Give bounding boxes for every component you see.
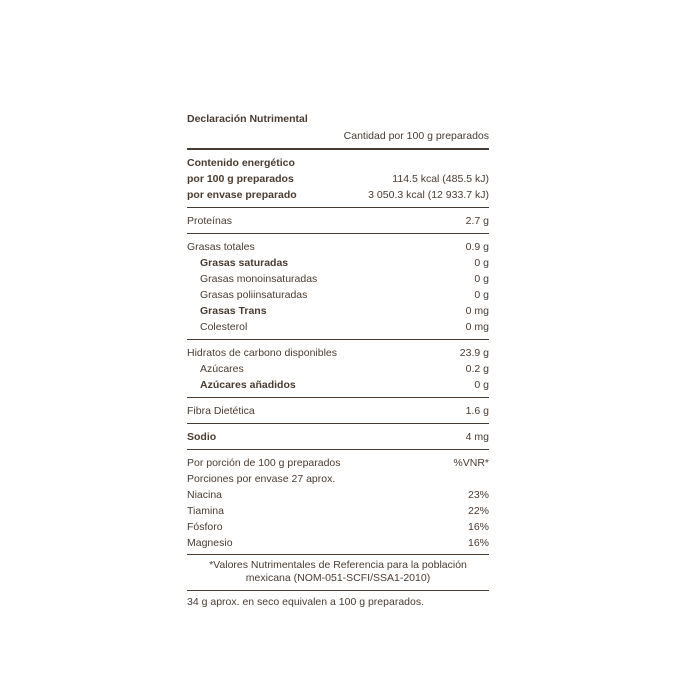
vitamin-value: 16% bbox=[467, 537, 489, 549]
vnr-footnote bbox=[187, 555, 489, 591]
cholesterol-row bbox=[187, 319, 489, 335]
fiber-label: Fibra Dietética bbox=[187, 405, 255, 417]
fat-total-value: 0.9 g bbox=[465, 241, 489, 253]
energy-per100-label: por 100 g preparados bbox=[187, 173, 294, 185]
fiber-value: 1.6 g bbox=[465, 405, 489, 417]
vitamin-value: 16% bbox=[467, 521, 489, 533]
vitamin-label: Fósforo bbox=[187, 521, 223, 533]
energy-perpack-label: por envase preparado bbox=[187, 189, 297, 201]
nutrition-title: Declaración Nutrimental bbox=[187, 113, 308, 125]
cholesterol-label: Colesterol bbox=[200, 321, 248, 333]
serving-header: Cantidad por 100 g preparados bbox=[343, 130, 489, 142]
footnote-line: *Valores Nutrimentales de Referencia para la población bbox=[209, 559, 467, 571]
vitamin-row bbox=[187, 487, 489, 503]
vitamin-row bbox=[187, 519, 489, 535]
servings-label: Porciones por envase 27 aprox. bbox=[187, 473, 336, 485]
energy-heading: Contenido energético bbox=[187, 157, 295, 169]
fat-saturated-value: 0 g bbox=[474, 257, 489, 269]
nutrition-facts-panel bbox=[187, 110, 489, 609]
carbs-total-label: Hidratos de carbono disponibles bbox=[187, 347, 338, 359]
energy-per100-value: 114.5 kcal (485.5 kJ) bbox=[392, 173, 489, 185]
energy-perpack-value: 3 050.3 kcal (12 933.7 kJ) bbox=[368, 189, 489, 201]
fat-saturated-row bbox=[187, 255, 489, 271]
sugars-value: 0.2 g bbox=[465, 363, 489, 375]
fat-mono-row bbox=[187, 271, 489, 287]
carbs-total-value: 23.9 g bbox=[459, 347, 489, 359]
vitamin-row bbox=[187, 535, 489, 551]
energy-heading-row bbox=[187, 155, 489, 171]
sodium-label: Sodio bbox=[187, 431, 217, 443]
fat-total-label: Grasas totales bbox=[187, 241, 255, 253]
energy-per100-row bbox=[187, 171, 489, 187]
protein-row bbox=[187, 213, 489, 229]
servings-row bbox=[187, 471, 489, 487]
protein-value: 2.7 g bbox=[465, 215, 489, 227]
energy-perpack-row bbox=[187, 187, 489, 203]
carbs-total-row bbox=[187, 345, 489, 361]
added-sugars-row bbox=[187, 377, 489, 393]
protein-label: Proteínas bbox=[187, 215, 232, 227]
vitamin-label: Tiamina bbox=[187, 505, 224, 517]
fat-saturated-label: Grasas saturadas bbox=[200, 257, 289, 269]
sugars-label: Azúcares bbox=[200, 363, 244, 375]
cholesterol-value: 0 mg bbox=[465, 321, 489, 333]
nutrition-title-row bbox=[187, 110, 489, 128]
sodium-row bbox=[187, 429, 489, 445]
vnr-label: %VNR* bbox=[453, 457, 489, 469]
fat-poly-label: Grasas poliinsaturadas bbox=[200, 289, 308, 301]
fat-trans-row bbox=[187, 303, 489, 319]
portion-header-row bbox=[187, 455, 489, 471]
fat-total-row bbox=[187, 239, 489, 255]
vitamin-label: Niacina bbox=[187, 489, 223, 501]
fat-trans-label: Grasas Trans bbox=[200, 305, 267, 317]
footnote-line: mexicana (NOM-051-SCFI/SSA1-2010) bbox=[245, 572, 431, 584]
fiber-row bbox=[187, 403, 489, 419]
fat-poly-value: 0 g bbox=[474, 289, 489, 301]
serving-header-row bbox=[187, 128, 489, 144]
added-sugars-label: Azúcares añadidos bbox=[200, 379, 296, 391]
sodium-value: 4 mg bbox=[465, 431, 489, 443]
fat-trans-value: 0 mg bbox=[465, 305, 489, 317]
fat-mono-label: Grasas monoinsaturadas bbox=[200, 273, 318, 285]
portion-label: Por porción de 100 g preparados bbox=[187, 457, 341, 469]
vitamin-label: Magnesio bbox=[187, 537, 233, 549]
vitamin-value: 23% bbox=[467, 489, 489, 501]
vitamin-row bbox=[187, 503, 489, 519]
added-sugars-value: 0 g bbox=[474, 379, 489, 391]
vitamin-value: 22% bbox=[467, 505, 489, 517]
fat-poly-row bbox=[187, 287, 489, 303]
sugars-row bbox=[187, 361, 489, 377]
preparation-note: 34 g aprox. en seco equivalen a 100 g preparados. bbox=[187, 596, 425, 608]
fat-mono-value: 0 g bbox=[474, 273, 489, 285]
